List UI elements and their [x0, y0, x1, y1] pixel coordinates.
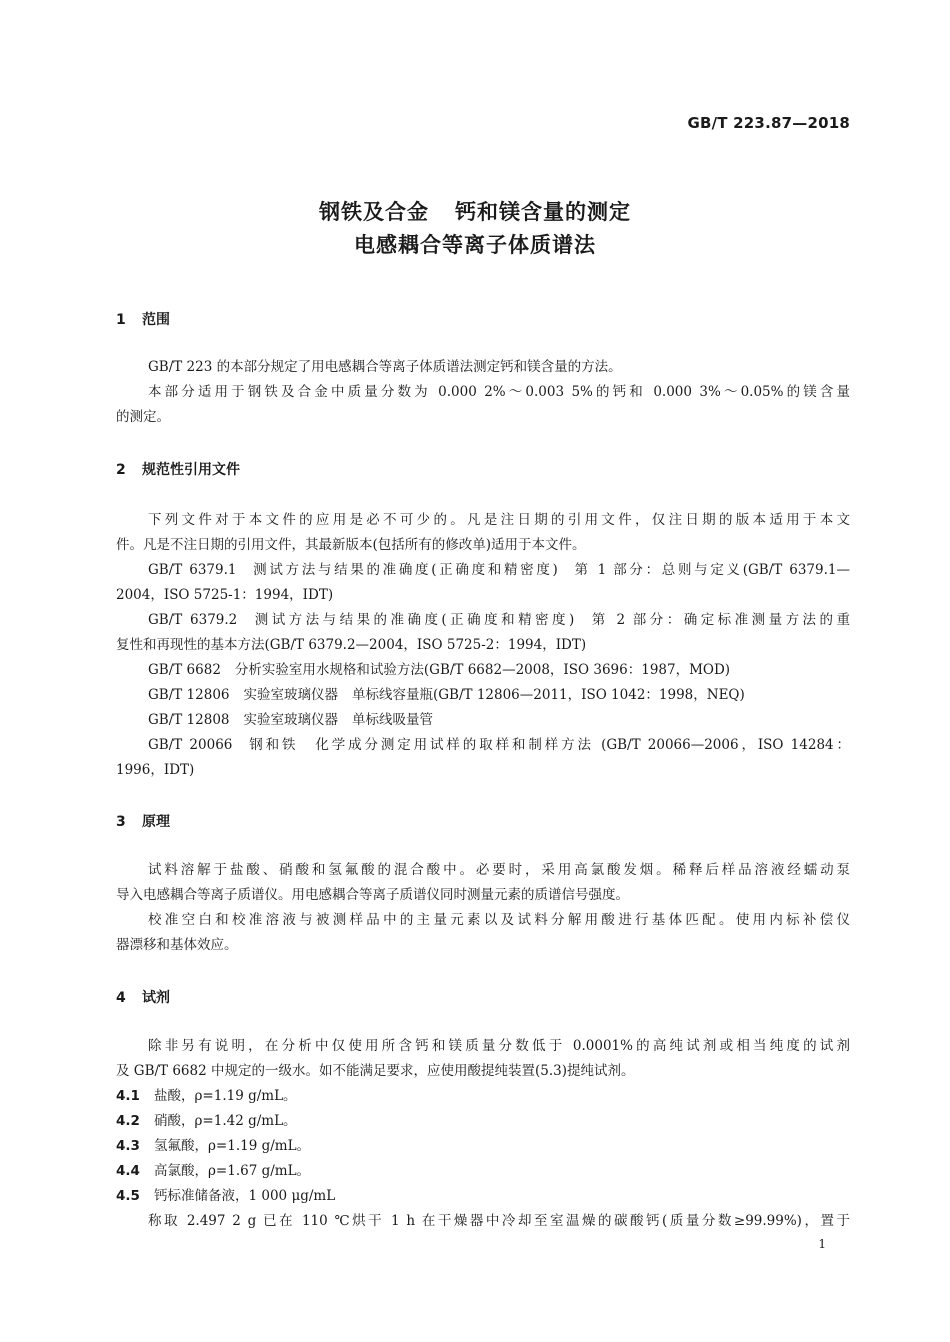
section-number: 2 — [116, 462, 126, 478]
ref-title: 测试方法与结果的准确度(正确度和精密度) — [251, 612, 575, 628]
ref-title: 实验室玻璃仪器 — [243, 712, 338, 728]
section-title: 试剂 — [142, 990, 170, 1006]
section-1-heading — [116, 309, 170, 329]
scope-paragraph-1: GB/T 223 的本部分规定了用电感耦合等离子体质谱法测定钙和镁含量的方法。 — [148, 359, 622, 375]
item-text: 氢氟酸，ρ=1.19 g/mL。 — [154, 1138, 311, 1154]
standard-number: GB/T 223.87—2018 — [687, 114, 850, 132]
ref-6-line2: 1996，IDT) — [116, 762, 195, 778]
ref-code: GB/T 6682 — [148, 662, 221, 678]
reagent-4-5-description: 称取 2.497 2 g 已在 110 ℃烘干 1 h 在干燥器中冷却至室温燥的碳酸钙(质量分数≥99.99%)，置于 — [148, 1213, 850, 1229]
ref-3 — [116, 658, 850, 683]
ref-title: 钢和铁 — [246, 737, 299, 753]
item-number: 4.1 — [116, 1088, 140, 1104]
ref-6-line1 — [116, 733, 850, 758]
item-number: 4.5 — [116, 1188, 140, 1204]
page-number: 1 — [818, 1237, 826, 1251]
scope-paragraph-2-line2: 的测定。 — [116, 409, 170, 425]
ref-code: GB/T 6379.1 — [148, 562, 237, 578]
ref-text: 第 2 部分：确定标准测量方法的重 — [588, 612, 850, 628]
ref-5 — [116, 708, 850, 733]
ref-text: 单标线吸量管 — [352, 712, 433, 728]
ref-2-line1 — [116, 608, 850, 633]
section-2-heading — [116, 459, 240, 479]
reagent-item — [116, 1084, 297, 1109]
ref-title: 实验室玻璃仪器 — [243, 687, 338, 703]
ref-1-line1 — [116, 558, 850, 583]
principle-p1-line1: 试料溶解于盐酸、硝酸和氢氟酸的混合酸中。必要时，采用高氯酸发烟。稀释后样品溶液经蠕动泵 — [148, 862, 850, 878]
ref-1-line2: 2004，ISO 5725-1：1994，IDT) — [116, 587, 334, 603]
section-title: 范围 — [142, 312, 170, 328]
ref-text: 化学成分测定用试样的取样和制样方法 (GB/T 20066—2006，ISO 14284： — [312, 737, 851, 753]
ref-title: 测试方法与结果的准确度(正确度和精密度) — [250, 562, 558, 578]
reagents-intro-line2: 及 GB/T 6682 中规定的一级水。如不能满足要求，应使用酸提纯装置(5.3)提纯试剂。 — [116, 1063, 635, 1079]
document-title-line1 — [0, 196, 950, 226]
reagent-item — [116, 1109, 297, 1134]
item-number: 4.2 — [116, 1113, 140, 1129]
item-number: 4.4 — [116, 1163, 140, 1179]
ref-text: 第 1 部分：总则与定义(GB/T 6379.1— — [571, 562, 850, 578]
section-number: 4 — [116, 990, 126, 1006]
ref-code: GB/T 12806 — [148, 687, 230, 703]
ref-text: 分析实验室用水规格和试验方法(GB/T 6682—2008，ISO 3696：1987，MOD) — [234, 662, 731, 678]
reagent-item — [116, 1134, 310, 1159]
reagent-item — [116, 1159, 310, 1184]
title-part2: 钙和镁含量的测定 — [455, 200, 631, 224]
section-3-heading — [116, 811, 170, 831]
item-text: 高氯酸，ρ=1.67 g/mL。 — [154, 1163, 311, 1179]
section-title: 原理 — [142, 814, 170, 830]
reagent-item — [116, 1184, 335, 1209]
item-text: 硝酸，ρ=1.42 g/mL。 — [154, 1113, 297, 1129]
section-title: 规范性引用文件 — [142, 462, 240, 478]
principle-p1-line2: 导入电感耦合等离子质谱仪。用电感耦合等离子质谱仪同时测量元素的质谱信号强度。 — [116, 887, 629, 903]
ref-text: 单标线容量瓶(GB/T 12806—2011，ISO 1042：1998，NEQ) — [352, 687, 745, 703]
scope-paragraph-2-line1: 本部分适用于钢铁及合金中质量分数为 0.000 2%～0.003 5%的钙和 0.000 3%～0.05%的镁含量 — [148, 384, 850, 400]
refs-intro-line2: 件。凡是不注日期的引用文件，其最新版本(包括所有的修改单)适用于本文件。 — [116, 537, 586, 553]
ref-4 — [116, 683, 850, 708]
refs-intro-line1: 下列文件对于本文件的应用是必不可少的。凡是注日期的引用文件，仅注日期的版本适用于本文 — [148, 512, 850, 528]
section-number: 3 — [116, 814, 126, 830]
ref-code: GB/T 20066 — [148, 737, 233, 753]
item-text: 钙标准储备液，1 000 μg/mL — [154, 1188, 336, 1204]
ref-code: GB/T 6379.2 — [148, 612, 238, 628]
item-text: 盐酸，ρ=1.19 g/mL。 — [154, 1088, 297, 1104]
ref-code: GB/T 12808 — [148, 712, 230, 728]
reagents-intro-line1: 除非另有说明，在分析中仅使用所含钙和镁质量分数低于 0.0001%的高纯试剂或相当纯度的试剂 — [148, 1038, 850, 1054]
section-4-heading — [116, 987, 170, 1007]
document-title-line2: 电感耦合等离子体质谱法 — [354, 233, 596, 257]
principle-p2-line2: 器漂移和基体效应。 — [116, 937, 238, 953]
title-part1: 钢铁及合金 — [319, 200, 429, 224]
item-number: 4.3 — [116, 1138, 140, 1154]
principle-p2-line1: 校准空白和校准溶液与被测样品中的主量元素以及试料分解用酸进行基体匹配。使用内标补偿仪 — [148, 912, 850, 928]
ref-2-line2: 复性和再现性的基本方法(GB/T 6379.2—2004，ISO 5725-2：1994，IDT) — [116, 637, 587, 653]
section-number: 1 — [116, 312, 126, 328]
